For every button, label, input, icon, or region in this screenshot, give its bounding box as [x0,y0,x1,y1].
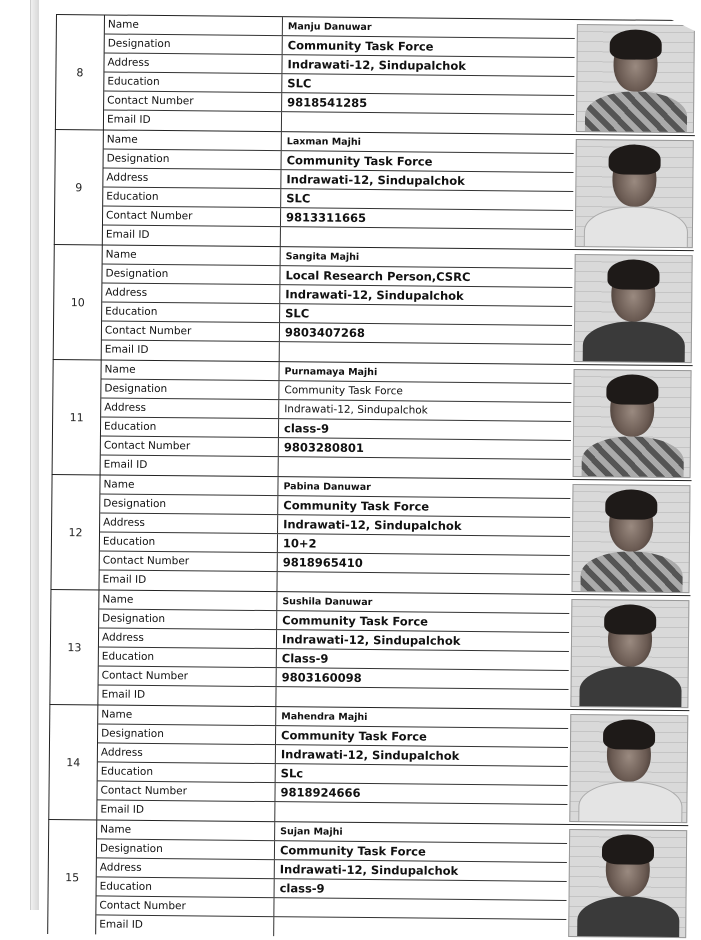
serial-number: 14 [49,705,98,819]
designation-value: Community Task Force [282,613,429,629]
name-value: Pabina Danuwar [283,481,371,494]
photo-body [580,551,682,593]
education-value: 10+2 [282,536,317,551]
education-value: class-9 [279,881,325,896]
education-value: Class-9 [281,651,329,666]
photo-body [579,666,681,708]
contact-label: Contact Number [103,206,281,226]
email-label: Email ID [103,225,281,246]
record-fields [97,705,568,824]
member-photo [568,829,687,938]
contact-label: Contact Number [100,551,278,571]
photo-body [577,896,679,938]
serial-number: 15 [48,820,97,934]
photo-hair [606,374,658,404]
photo-hair [602,834,654,864]
designation-label: Designation [97,839,275,859]
education-value: SLc [280,766,304,781]
member-record [48,704,689,825]
member-photo [569,714,688,823]
name-value: Sushila Danuwar [282,596,373,609]
name-label: Name [97,820,275,840]
education-value: SLC [287,76,312,91]
name-label: Name [104,130,282,150]
education-label: Education [98,762,276,782]
contact-value: 9818965410 [282,555,363,570]
contact-label: Contact Number [102,321,280,341]
member-photo [574,254,693,363]
member-record [49,589,690,710]
name-value: Purnamaya Majhi [284,366,378,379]
photo-body [585,91,687,133]
education-label: Education [103,187,281,207]
address-value: Indrawati-12, Sindupalchok [283,517,462,533]
education-label: Education [99,647,277,667]
photo-body [584,206,688,248]
education-value: SLC [285,306,310,321]
address-value: Indrawati-12, Sindupalchok [284,403,428,417]
page-edge [30,0,39,910]
designation-value: Community Task Force [279,843,426,859]
contact-label: Contact Number [96,896,274,916]
member-record [55,14,696,135]
email-label: Email ID [98,685,276,706]
photo-hair [604,604,656,634]
address-value: Indrawati-12, Sindupalchok [285,287,464,303]
email-label: Email ID [104,110,282,131]
member-photo [575,139,694,248]
designation-value: Community Task Force [286,153,433,169]
designation-value: Community Task Force [281,728,427,744]
education-label: Education [97,877,275,897]
name-label: Name [105,15,283,35]
contact-value: 9803280801 [283,440,364,455]
contact-value: 9818541285 [287,95,368,110]
name-label: Name [99,590,277,610]
education-value: class-9 [283,421,330,436]
serial-number: 13 [50,590,99,704]
address-value: Indrawati-12, Sindupalchok [280,747,460,763]
contact-label: Contact Number [101,436,279,456]
contact-value: 9813311665 [285,210,367,225]
education-label: Education [102,302,280,322]
photo-hair [607,259,659,289]
photo-hair [603,719,655,749]
contact-value: 9803160098 [281,670,362,685]
address-label: Address [103,168,281,188]
email-value [274,917,566,939]
designation-label: Designation [98,724,276,744]
contact-value: 9818924666 [280,785,361,800]
address-value: Indrawati-12, Sindupalchok [279,862,459,878]
serial-number: 9 [55,130,104,244]
name-label: Name [103,245,281,265]
record-fields [99,475,570,594]
contact-label: Contact Number [104,91,282,111]
designation-value: Local Research Person,CSRC [285,268,471,284]
contact-label: Contact Number [99,666,277,686]
designation-label: Designation [100,494,278,514]
contact-value [274,898,566,919]
address-label: Address [98,743,276,763]
address-value: Indrawati-12, Sindupalchok [281,632,461,648]
name-label: Name [98,705,276,725]
address-value: Indrawati-12, Sindupalchok [286,172,465,188]
name-value: Sangita Majhi [285,251,360,263]
email-label: Email ID [97,800,275,821]
record-fields [103,130,574,249]
photo-hair [608,144,660,174]
member-table [47,14,696,940]
serial-number: 12 [51,475,100,589]
serial-number: 10 [54,245,103,359]
education-label: Education [104,72,282,92]
member-record [52,359,693,480]
record-fields [98,590,569,709]
address-label: Address [104,53,282,73]
designation-label: Designation [104,149,282,169]
email-label: Email ID [101,455,279,476]
designation-label: Designation [105,34,283,54]
photo-body [581,436,683,478]
education-label: Education [100,532,278,552]
education-value: SLC [286,191,311,206]
record-fields [104,15,575,134]
member-record [50,474,691,595]
serial-number: 8 [56,15,105,129]
member-record [53,244,694,365]
member-record [47,819,688,940]
email-label: Email ID [96,915,274,936]
address-label: Address [100,513,278,533]
member-photo [576,24,695,133]
photo-body [578,781,682,823]
name-label: Name [100,475,278,495]
name-value: Manju Danuwar [287,21,372,34]
member-photo [570,599,689,708]
serial-number: 11 [53,360,102,474]
address-label: Address [101,398,279,418]
address-label: Address [97,858,275,878]
photo-hair [605,489,657,519]
record-fields [96,820,567,939]
designation-value: Community Task Force [283,498,430,514]
contact-label: Contact Number [97,781,275,801]
name-value: Laxman Majhi [286,136,361,148]
member-photo [573,369,692,478]
record-fields [101,360,572,479]
member-photo [571,484,690,593]
name-value: Mahendra Majhi [281,711,368,724]
folded-corner [631,0,701,34]
contact-value: 9803407268 [284,325,366,340]
address-label: Address [99,628,277,648]
email-label: Email ID [102,340,280,361]
education-label: Education [101,417,279,437]
name-value: Sujan Majhi [280,826,343,838]
member-record [54,129,695,250]
address-label: Address [102,283,280,303]
designation-label: Designation [102,264,280,284]
designation-label: Designation [101,379,279,399]
designation-value: Community Task Force [287,38,434,54]
address-value: Indrawati-12, Sindupalchok [287,57,467,73]
photo-body [583,321,685,363]
name-label: Name [102,360,280,380]
designation-label: Designation [99,609,277,629]
record-fields [102,245,573,364]
email-label: Email ID [99,570,277,591]
designation-value: Community Task Force [284,384,403,398]
